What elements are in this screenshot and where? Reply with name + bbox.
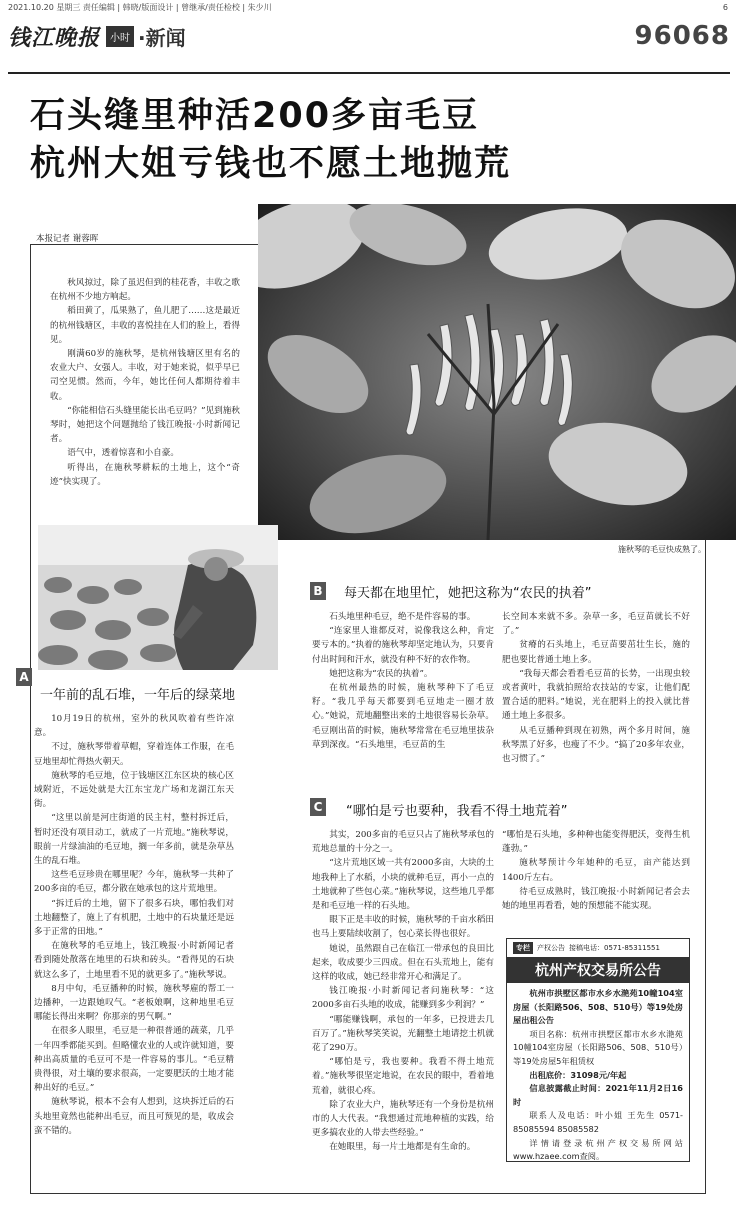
paragraph: 语气中，透着惊喜和小自豪。	[67, 448, 179, 459]
notice-price: 出租底价：31098元/年起	[529, 1069, 627, 1080]
paragraph: 待毛豆成熟时，钱江晚报·小时新闻记者会去她的地里再看看，她的预想能不能实现。	[502, 886, 690, 912]
headline-line-2: 杭州大姐亏钱也不愿土地抛荒	[30, 144, 512, 184]
notice-phone: 接稿电话：0571-85311551	[569, 944, 660, 952]
paragraph: 8月中旬，毛豆播种的时候，施秋琴雇的帮工一边播种，一边跟她叹气。“老板娘啊，这种地里毛豆哪能长得出来啊？你那亲的男气啊。”	[34, 983, 234, 1023]
hotline-number: 96068	[634, 21, 730, 51]
masthead	[8, 16, 730, 56]
paragraph: 施秋琴预计今年她种的毛豆，亩产能达到1400斤左右。	[502, 858, 690, 883]
paragraph: 钱江晚报·小时新闻记者问施秋琴：“这2000多亩石头地的收成，能赚到多少利润？”	[312, 986, 494, 1011]
notice-intro: 杭州市拱墅区都市水乡水滟苑10幢104室房屋（长阳路506、508、510号）等19处房屋出租公告	[513, 988, 683, 1026]
section-b-text-col1	[312, 610, 494, 752]
paragraph: “连家里人谁都反对，说像我这么种，肯定要亏本的。”执着的施秋琴却坚定地认为，只要肯付出时间和汗水，就没有种不好的农作物。	[312, 626, 494, 665]
paragraph: “哪能赚钱啊，承包的一年多，已投进去几百万了。”施秋琴笑笑说，光翻整土地请挖土机就花了290万。	[312, 1014, 494, 1054]
headline	[30, 92, 690, 188]
paragraph: “拆迁后的土地，留下了很多石块，哪怕我们对土地翻整了，施上了有机肥，土地中的石块量还是远多于正常的田地。”	[34, 898, 234, 938]
section-a-title: 一年前的乱石堆，一年后的绿菜地	[40, 688, 236, 703]
section-c-marker: C	[310, 798, 326, 816]
soybean-photo	[258, 204, 736, 540]
paragraph: “哪怕是石头地，多种种也能变得肥沃，变得生机蓬勃。”	[502, 830, 690, 855]
logo-tag: 小时	[106, 26, 134, 47]
section-a-text	[34, 712, 234, 1138]
page-number: 6	[722, 2, 728, 12]
paragraph: 不过，施秋琴带着草帽，穿着连体工作服，在毛豆地里却忙得热火朝天。	[34, 742, 234, 767]
paragraph: 在杭州最热的时候，施秋琴种下了毛豆籽。“我几乎每天都要到毛豆地走一圈才放心。”她说，荒地翻整出来的土地很容易长杂草。毛豆刚出苗的时候，施秋琴常常在毛豆地里拔杂草到深夜。“石头地里，毛豆苗的生	[312, 683, 494, 750]
paragraph: 10月19日的杭州，室外的秋风吹着有些许凉意。	[34, 714, 234, 739]
paragraph: 贫瘠的石头地上，毛豆苗要茁壮生长，施的肥也要比普通土地上多。	[502, 640, 690, 665]
paragraph: 其实，200多亩的毛豆只占了施秋琴承包的荒地总量的十分之一。	[312, 830, 494, 855]
property-exchange-notice	[506, 938, 690, 1162]
section-c-title: “哪怕是亏也要种，我看不得土地荒着”	[346, 804, 568, 819]
paragraph: 听得出，在施秋琴耕耘的土地上，这个“奇迹”快实现了。	[50, 462, 240, 487]
paragraph: “这片荒地区域一共有2000多亩，大块的土地我种上了水稻，小块的就种毛豆，再小一点的土地就种了些包心菜。”施秋琴说，这些地几乎都是和毛豆地一样的石头地。	[312, 858, 494, 912]
paragraph: 施秋琴说，根本不会有人想到，这块拆迁后的石头地里竟然也能种出毛豆，而且可预见的是，收成会蛮不错的。	[34, 1097, 234, 1136]
notice-tag: 专栏	[513, 942, 533, 954]
paragraph: “我每天都会看看毛豆苗的长势，一出现虫较或者黄叶，我就拍照给农技站的专家，让他们配置合适的肥料。”她说，光在肥料上的投入就比普通土地上多很多。	[502, 668, 690, 722]
notice-kind: 产权公告	[537, 944, 565, 952]
masthead-rule	[8, 72, 730, 74]
paragraph: 从毛豆播种到现在初熟，两个多月时间，施秋琴黑了好多，也瘦了不少。“搞了20多年农业，也习惯了。”	[502, 725, 690, 765]
paragraph: 在她眼里，每一片土地都是有生命的。	[329, 1142, 476, 1153]
paragraph: 眼下正是丰收的时候，施秋琴的千亩水稻田也马上要陆续收割了，包心菜长得也很好。	[312, 915, 494, 940]
paragraph: 施秋琴的毛豆地，位于钱塘区江东区块的核心区域附近，不远处就是大江东宝龙广场和龙湖江东天街。	[34, 770, 234, 810]
farmer-photo	[38, 525, 278, 670]
paragraph: 刚满60岁的施秋琴，是杭州钱塘区里有名的农业大户、女强人。丰收，对于她来说，似乎早已司空见惯。然而，今年，她比任何人都期待着丰收。	[50, 349, 240, 402]
section-name: ·新闻	[138, 25, 186, 50]
page-header-bar	[8, 0, 728, 14]
notice-title: 杭州产权交易所公告	[507, 957, 689, 983]
byline: 本报记者 谢蓉晖	[36, 234, 99, 244]
notice-header	[513, 942, 683, 954]
paragraph: “你能相信石头缝里能长出毛豆吗？”见到施秋琴时，她把这个问题抛给了钱江晚报·小时新闻记者。	[50, 405, 240, 445]
section-a-marker: A	[16, 668, 32, 686]
paragraph: 除了农业大户，施秋琴还有一个身份是杭州市的人大代表。“我想通过荒地种植的实践，给更多搞农业的人带去些经验。”	[312, 1099, 494, 1139]
intro-text	[50, 276, 240, 489]
section-b-title: 每天都在地里忙，她把这称为“农民的执着”	[344, 586, 592, 601]
paragraph: 这些毛豆珍贵在哪里呢？今年，施秋琴一共种了200多亩的毛豆，都分散在她承包的这片荒地里。	[34, 870, 234, 895]
farmer-image	[38, 525, 278, 670]
paragraph: 稻田黄了，瓜果熟了，鱼儿肥了……这是最近的杭州钱塘区，丰收的喜悦挂在人们的脸上，看得见。	[50, 306, 240, 345]
paragraph: 秋风掠过，除了虽迟但到的桂花香，丰收之歌在杭州不少地方响起。	[50, 278, 240, 303]
photo-caption: 施秋琴的毛豆快成熟了。	[618, 545, 706, 554]
paragraph: “哪怕是亏，我也要种。我看不得土地荒着。”施秋琴很坚定地说，在农民的眼中，看着地荒着，就很心疼。	[312, 1057, 494, 1096]
paragraph: 在施秋琴的毛豆地上，钱江晚报·小时新闻记者看到随处散落在地里的石块和砖头。“看得见的石块就这么多了，土地里看不见的就更多了。”施秋琴说。	[34, 941, 234, 980]
paragraph: “这里以前是河庄街道的民主村，整村拆迁后，暂时还没有项目动工，就成了一片荒地。”施秋琴说，眼前一片绿油油的毛豆地，搁一年多前，就是杂草丛生的乱石堆。	[34, 813, 234, 867]
paragraph: 在很多人眼里，毛豆是一种很普通的蔬菜，几乎一年四季都能买到。但略懂农业的人或许就知道，要种出高质量的毛豆可不是一件容易的事儿。“毛豆精贵得很，对土壤的要求很高，一定要肥沃的土地才能种出好的毛豆。”	[34, 1026, 234, 1094]
soybean-plant-image	[258, 204, 736, 540]
notice-deadline: 信息披露截止时间：2021年11月2日16时	[513, 1083, 683, 1107]
notice-project: 项目名称：杭州市拱墅区都市水乡水滟苑10幢104室房屋（长阳路506、508、510号）等19处房屋5年租赁权	[513, 1028, 683, 1066]
section-c-text-col1	[312, 828, 494, 1155]
headline-line-1: 石头缝里种活200多亩毛豆	[30, 96, 480, 136]
notice-body	[513, 987, 683, 1164]
paragraph: 长空间本来就不多。杂草一多，毛豆苗就长不好了。”	[502, 612, 690, 637]
section-c-text-col2	[502, 828, 690, 913]
paragraph: 石头地里种毛豆，绝不是件容易的事。	[329, 612, 476, 622]
notice-website[interactable]: 详情请登录杭州产权交易所网站www.hzaee.com查阅。	[513, 1137, 683, 1162]
paragraph: 她说，虽然跟自己在临江一带承包的良田比起来，收成要少三四成。但在石头荒地上，能有这样的收成，她已经非常开心和满足了。	[312, 943, 494, 983]
edition-info: 2021.10.20 星期三 责任编辑 | 韩晓/版面设计 | 曾继承/责任检校 | 朱少川	[8, 2, 272, 12]
paragraph: 她把这称为“农民的执着”。	[329, 668, 433, 679]
notice-contact: 联系人及电话：叶小姐 王先生 0571-85085594 85085582	[513, 1110, 683, 1134]
section-b-marker: B	[310, 582, 326, 600]
section-b-text-col2	[502, 610, 690, 766]
newspaper-logo: 钱江晚报	[8, 24, 101, 51]
